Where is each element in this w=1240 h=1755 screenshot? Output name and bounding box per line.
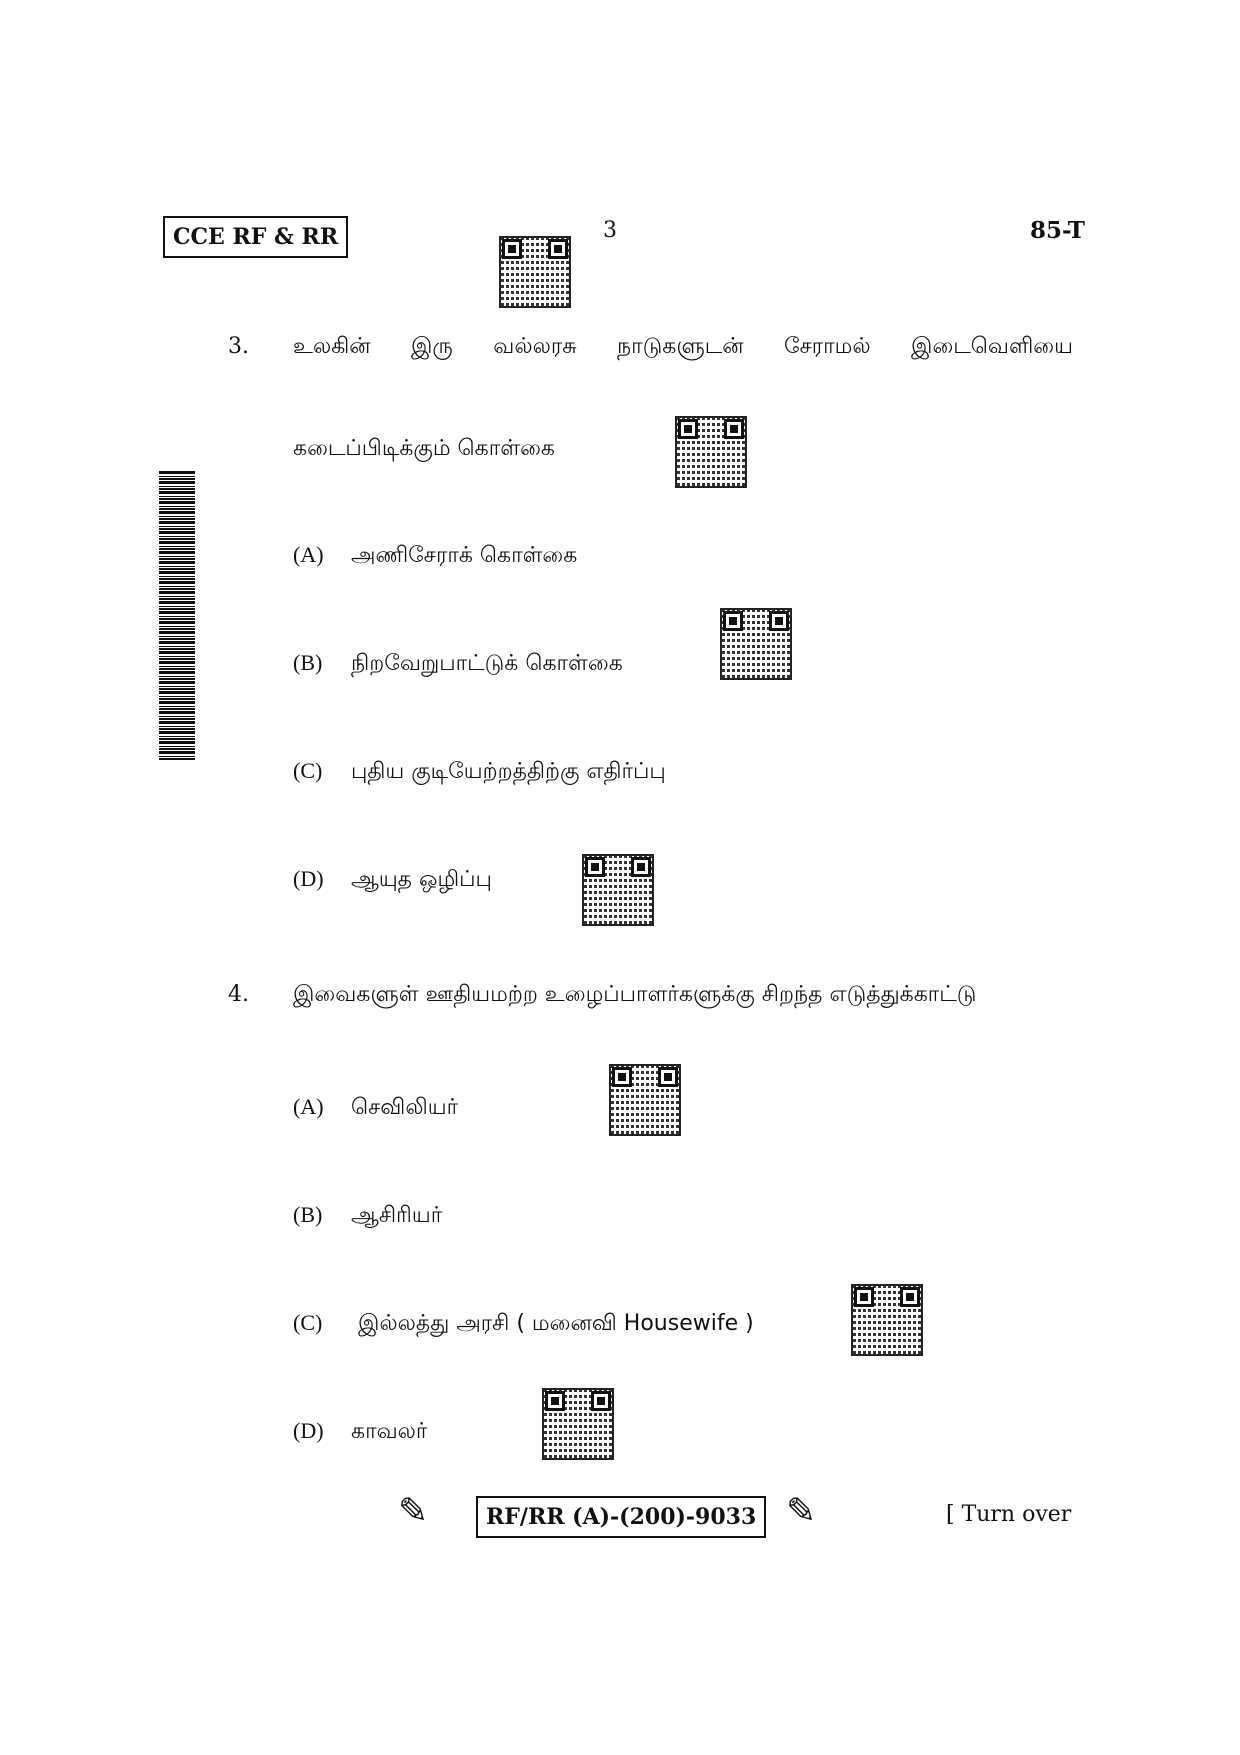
pencil-icon: ✎: [398, 1491, 429, 1532]
option-text: ஆசிரியர்: [351, 1203, 443, 1228]
qr-code: [582, 854, 654, 926]
word: நாடுகளுடன்: [617, 334, 744, 359]
footer-code-box: RF/RR (A)-(200)-9033: [476, 1496, 766, 1538]
question-3-option-a: [293, 542, 577, 571]
qr-code: [499, 236, 571, 308]
word: இரு: [411, 334, 453, 359]
question-3-number: 3.: [228, 334, 249, 359]
series-box: CCE RF & RR: [163, 216, 348, 258]
option-label: (B): [293, 650, 323, 675]
option-text: இல்லத்து அரசி ( மனைவி Housewife ): [351, 1311, 754, 1336]
qr-code: [720, 608, 792, 680]
qr-code: [675, 416, 747, 488]
option-label: (C): [293, 1310, 323, 1335]
option-label: (A): [293, 542, 324, 567]
question-3-text-line1: [293, 334, 1073, 362]
qr-code: [609, 1064, 681, 1136]
question-3-option-d: [293, 866, 492, 895]
option-text: புதிய குடியேற்றத்திற்கு எதிர்ப்பு: [351, 759, 666, 784]
option-text: நிறவேறுபாட்டுக் கொள்கை: [351, 651, 623, 676]
question-4-option-c: [293, 1310, 754, 1339]
option-label: (A): [293, 1094, 324, 1119]
question-3-text-line2: கடைப்பிடிக்கும் கொள்கை: [293, 436, 555, 461]
qr-code: [851, 1284, 923, 1356]
question-4-option-a: [293, 1094, 458, 1123]
option-text: ஆயுத ஒழிப்பு: [351, 867, 492, 892]
paper-code: 85-T: [1030, 217, 1085, 244]
pencil-icon: ✎: [786, 1491, 817, 1532]
question-4-option-d: [293, 1418, 427, 1447]
word: வல்லரசு: [493, 334, 577, 359]
question-3-option-c: [293, 758, 666, 787]
question-4-number: 4.: [228, 982, 249, 1007]
option-text: செவிலியர்: [351, 1095, 459, 1120]
question-4-option-b: [293, 1202, 442, 1231]
qr-code: [542, 1388, 614, 1460]
page-number: 3: [603, 218, 617, 243]
turn-over-text: [ Turn over: [946, 1502, 1072, 1527]
word: சேராமல்: [783, 334, 871, 359]
option-label: (C): [293, 758, 323, 783]
option-text: காவலர்: [351, 1419, 428, 1444]
option-label: (D): [293, 866, 324, 891]
question-4-text-line1: இவைகளுள் ஊதியமற்ற உழைப்பாளர்களுக்கு சிறந்த எடுத்துக்காட்டு: [293, 982, 977, 1007]
word: உலகின்: [293, 334, 371, 359]
option-text: அணிசேராக் கொள்கை: [351, 543, 578, 568]
option-label: (B): [293, 1202, 323, 1227]
question-3-option-b: [293, 650, 623, 679]
word: இடைவெளியை: [911, 334, 1073, 359]
barcode: [159, 470, 195, 760]
option-label: (D): [293, 1418, 324, 1443]
